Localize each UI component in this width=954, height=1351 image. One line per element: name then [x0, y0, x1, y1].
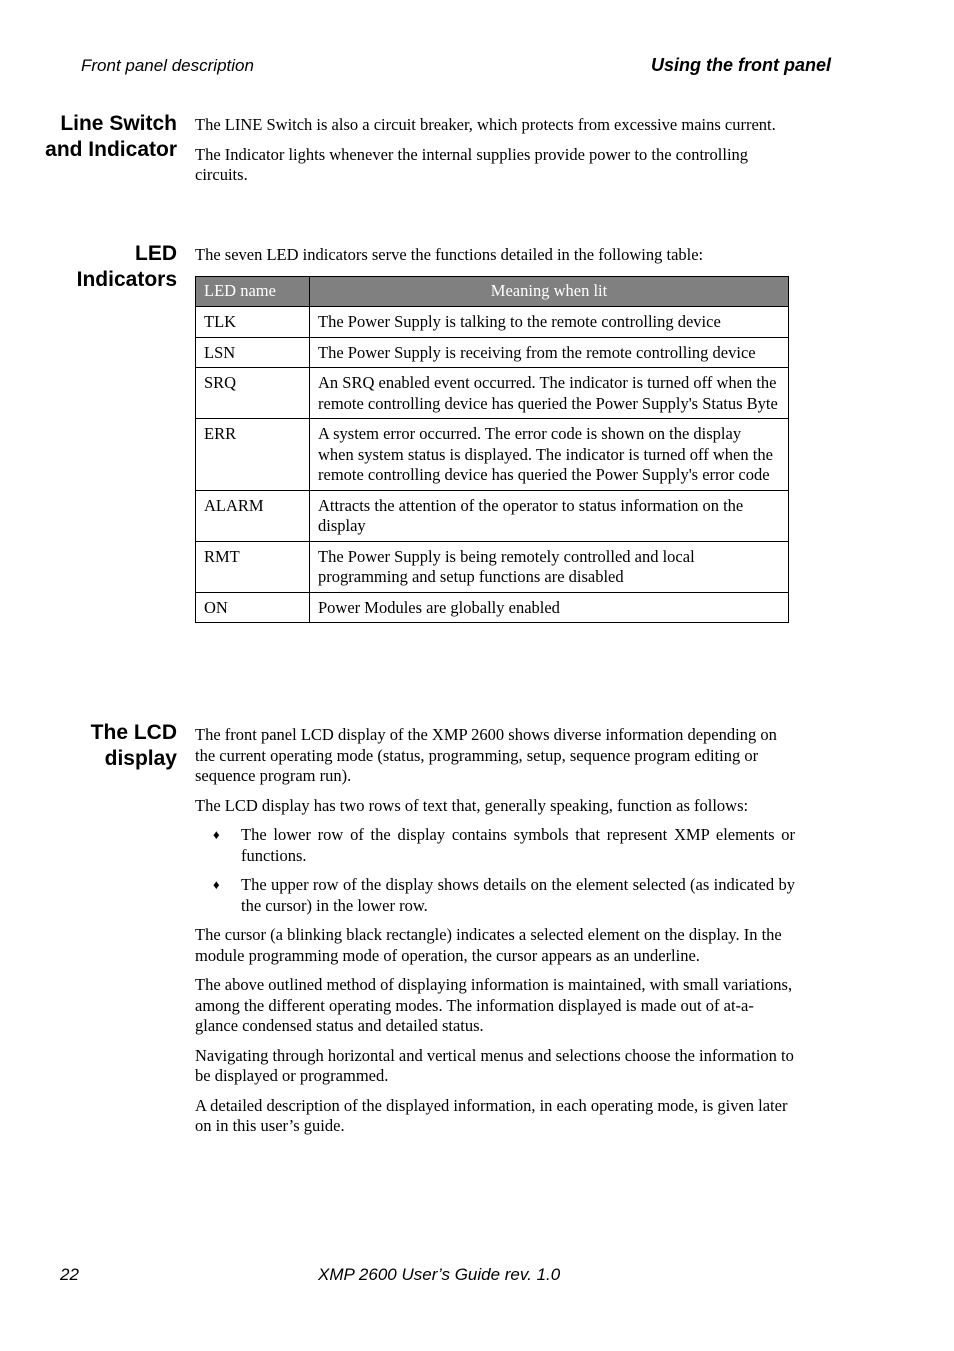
paragraph: A detailed description of the displayed information, in each operating mode, is given later on in this user’s guide. [195, 1095, 788, 1135]
list-item-text: The upper row of the display shows details on the element selected (as indicated by the cursor) in the lower row. [241, 875, 795, 915]
led-meaning-cell: The Power Supply is talking to the remote controlling device [310, 307, 789, 338]
heading-line: and Indicator [45, 138, 177, 161]
table-header-row [196, 277, 789, 307]
table-row [196, 419, 789, 491]
led-meaning-cell: The Power Supply is being remotely controlled and local programming and setup functions are disabled [310, 541, 789, 592]
list-item-text: The lower row of the display contains symbols that represent XMP elements or functions. [241, 825, 795, 865]
led-name-cell: ALARM [196, 490, 310, 541]
led-heading [20, 241, 177, 293]
led-meaning-cell: A system error occurred. The error code is shown on the display when system status is displayed. The indicator is turned off when the remote controlling device has queried the Power Supply's error code [310, 419, 789, 491]
paragraph: The LCD display has two rows of text that, generally speaking, function as follows: [195, 795, 749, 815]
led-name-cell: RMT [196, 541, 310, 592]
diamond-bullet-icon: ♦ [213, 877, 220, 892]
led-name-cell: LSN [196, 337, 310, 368]
lcd-bullet-list [195, 825, 795, 916]
list-item [195, 825, 795, 866]
led-meaning-cell: The Power Supply is receiving from the remote controlling device [310, 337, 789, 368]
paragraph: The above outlined method of displaying information is maintained, with small variations, among the different operating modes. The information displayed is made out of at-a-glance condensed status and detailed status. [195, 975, 793, 1035]
lcd-heading [20, 720, 177, 772]
table-row [196, 337, 789, 368]
column-header-meaning: Meaning when lit [310, 277, 789, 307]
list-item [195, 875, 795, 916]
line-switch-body [195, 115, 793, 195]
led-meaning-cell: An SRQ enabled event occurred. The indicator is turned off when the remote controlling device has queried the Power Supply's Status Byte [310, 368, 789, 419]
table-row [196, 307, 789, 338]
heading-line: display [104, 747, 177, 770]
heading-line: LED [135, 242, 177, 265]
paragraph: Navigating through horizontal and vertical menus and selections choose the information to be displayed or programmed. [195, 1045, 794, 1085]
table-row [196, 592, 789, 623]
paragraph: The Indicator lights whenever the internal supplies provide power to the controlling circuits. [195, 144, 749, 184]
lcd-body [195, 725, 795, 1146]
footer-guide-title: XMP 2600 User’s Guide rev. 1.0 [318, 1265, 561, 1284]
paragraph: The seven LED indicators serve the functions detailed in the following table: [195, 245, 704, 264]
paragraph: The LINE Switch is also a circuit breaker, which protects from excessive mains current. [195, 115, 776, 134]
table-row [196, 490, 789, 541]
line-switch-heading [20, 111, 177, 163]
paragraph: The front panel LCD display of the XMP 2600 shows diverse information depending on the current operating mode (status, programming, setup, sequence program editing or sequence program run). [195, 725, 777, 785]
table-row [196, 541, 789, 592]
heading-line: Indicators [76, 268, 177, 291]
led-name-cell: ERR [196, 419, 310, 491]
led-meaning-cell: Power Modules are globally enabled [310, 592, 789, 623]
led-name-cell: SRQ [196, 368, 310, 419]
column-header-led-name: LED name [196, 277, 310, 307]
led-name-cell: TLK [196, 307, 310, 338]
led-meaning-cell: Attracts the attention of the operator to status information on the display [310, 490, 789, 541]
page-number: 22 [60, 1265, 79, 1284]
heading-line: The LCD [90, 721, 177, 744]
table-row [196, 368, 789, 419]
paragraph: The cursor (a blinking black rectangle) indicates a selected element on the display. In the module programming mode of operation, the cursor appears as an underline. [195, 925, 782, 965]
led-table [195, 276, 789, 623]
heading-line: Line Switch [60, 112, 177, 135]
running-header-section: Front panel description [81, 56, 254, 75]
led-name-cell: ON [196, 592, 310, 623]
running-header-chapter: Using the front panel [651, 55, 831, 75]
led-intro [195, 245, 795, 275]
diamond-bullet-icon: ♦ [213, 827, 220, 842]
